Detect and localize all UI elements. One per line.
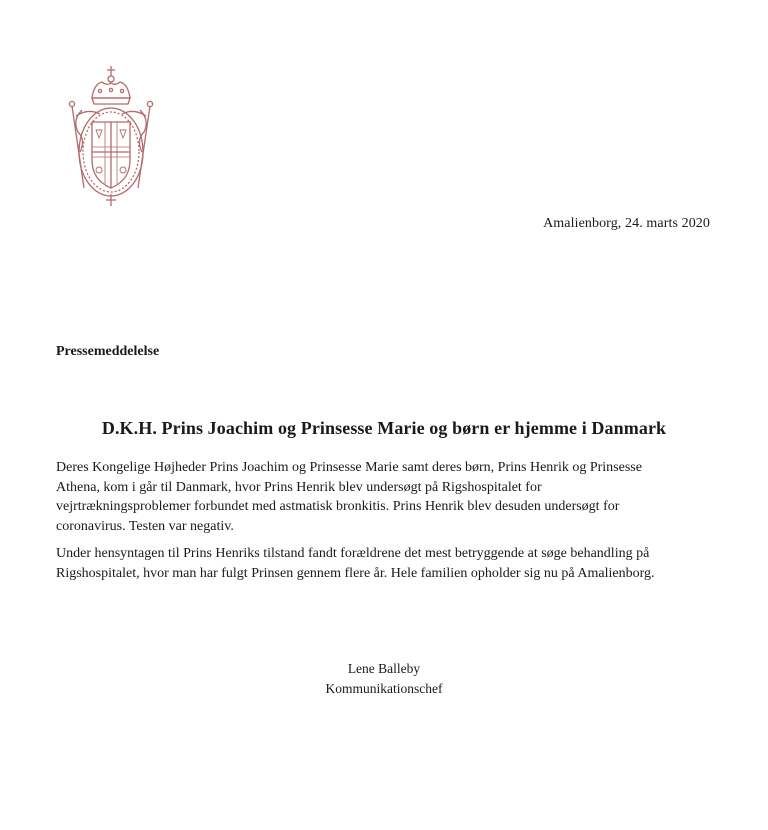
paragraph-line: Under hensyntagen til Prins Henriks tilstand fandt forældrene det mest betryggende at søge behandling på (56, 546, 650, 561)
paragraph-line: Athena, kom i går til Danmark, hvor Prins Henrik blev undersøgt på Rigshospitalet for (56, 479, 542, 495)
paragraph-line: Rigshospitalet, hvor man har fulgt Prinsen gennem flere år. Hele familien opholder sig nu på Amalienborg. (56, 565, 655, 581)
body-paragraph (56, 544, 716, 583)
royal-monogram-crest-icon (62, 60, 160, 210)
headline: D.K.H. Prins Joachim og Prinsesse Marie og børn er hjemme i Danmark (101, 418, 667, 438)
paragraph-line: coronavirus. Testen var negativ. (56, 518, 234, 534)
signature-block (0, 659, 768, 699)
paragraph-line: vejrtrækningsproblemer forbundet med astmatisk bronkitis. Prins Henrik blev desuden undersøgt for (56, 499, 620, 514)
dateline: Amalienborg, 24. marts 2020 (543, 216, 710, 231)
document-type-label: Pressemeddelelse (56, 344, 160, 359)
paragraph-line: Deres Kongelige Højheder Prins Joachim og Prinsesse Marie samt deres børn, Prins Henrik og Prinsesse (56, 460, 642, 475)
body-paragraph (56, 458, 716, 536)
royal-crest-logo (62, 60, 160, 210)
signatory-name: Lene Balleby (347, 661, 421, 676)
signatory-title: Kommunikationschef (325, 681, 443, 696)
